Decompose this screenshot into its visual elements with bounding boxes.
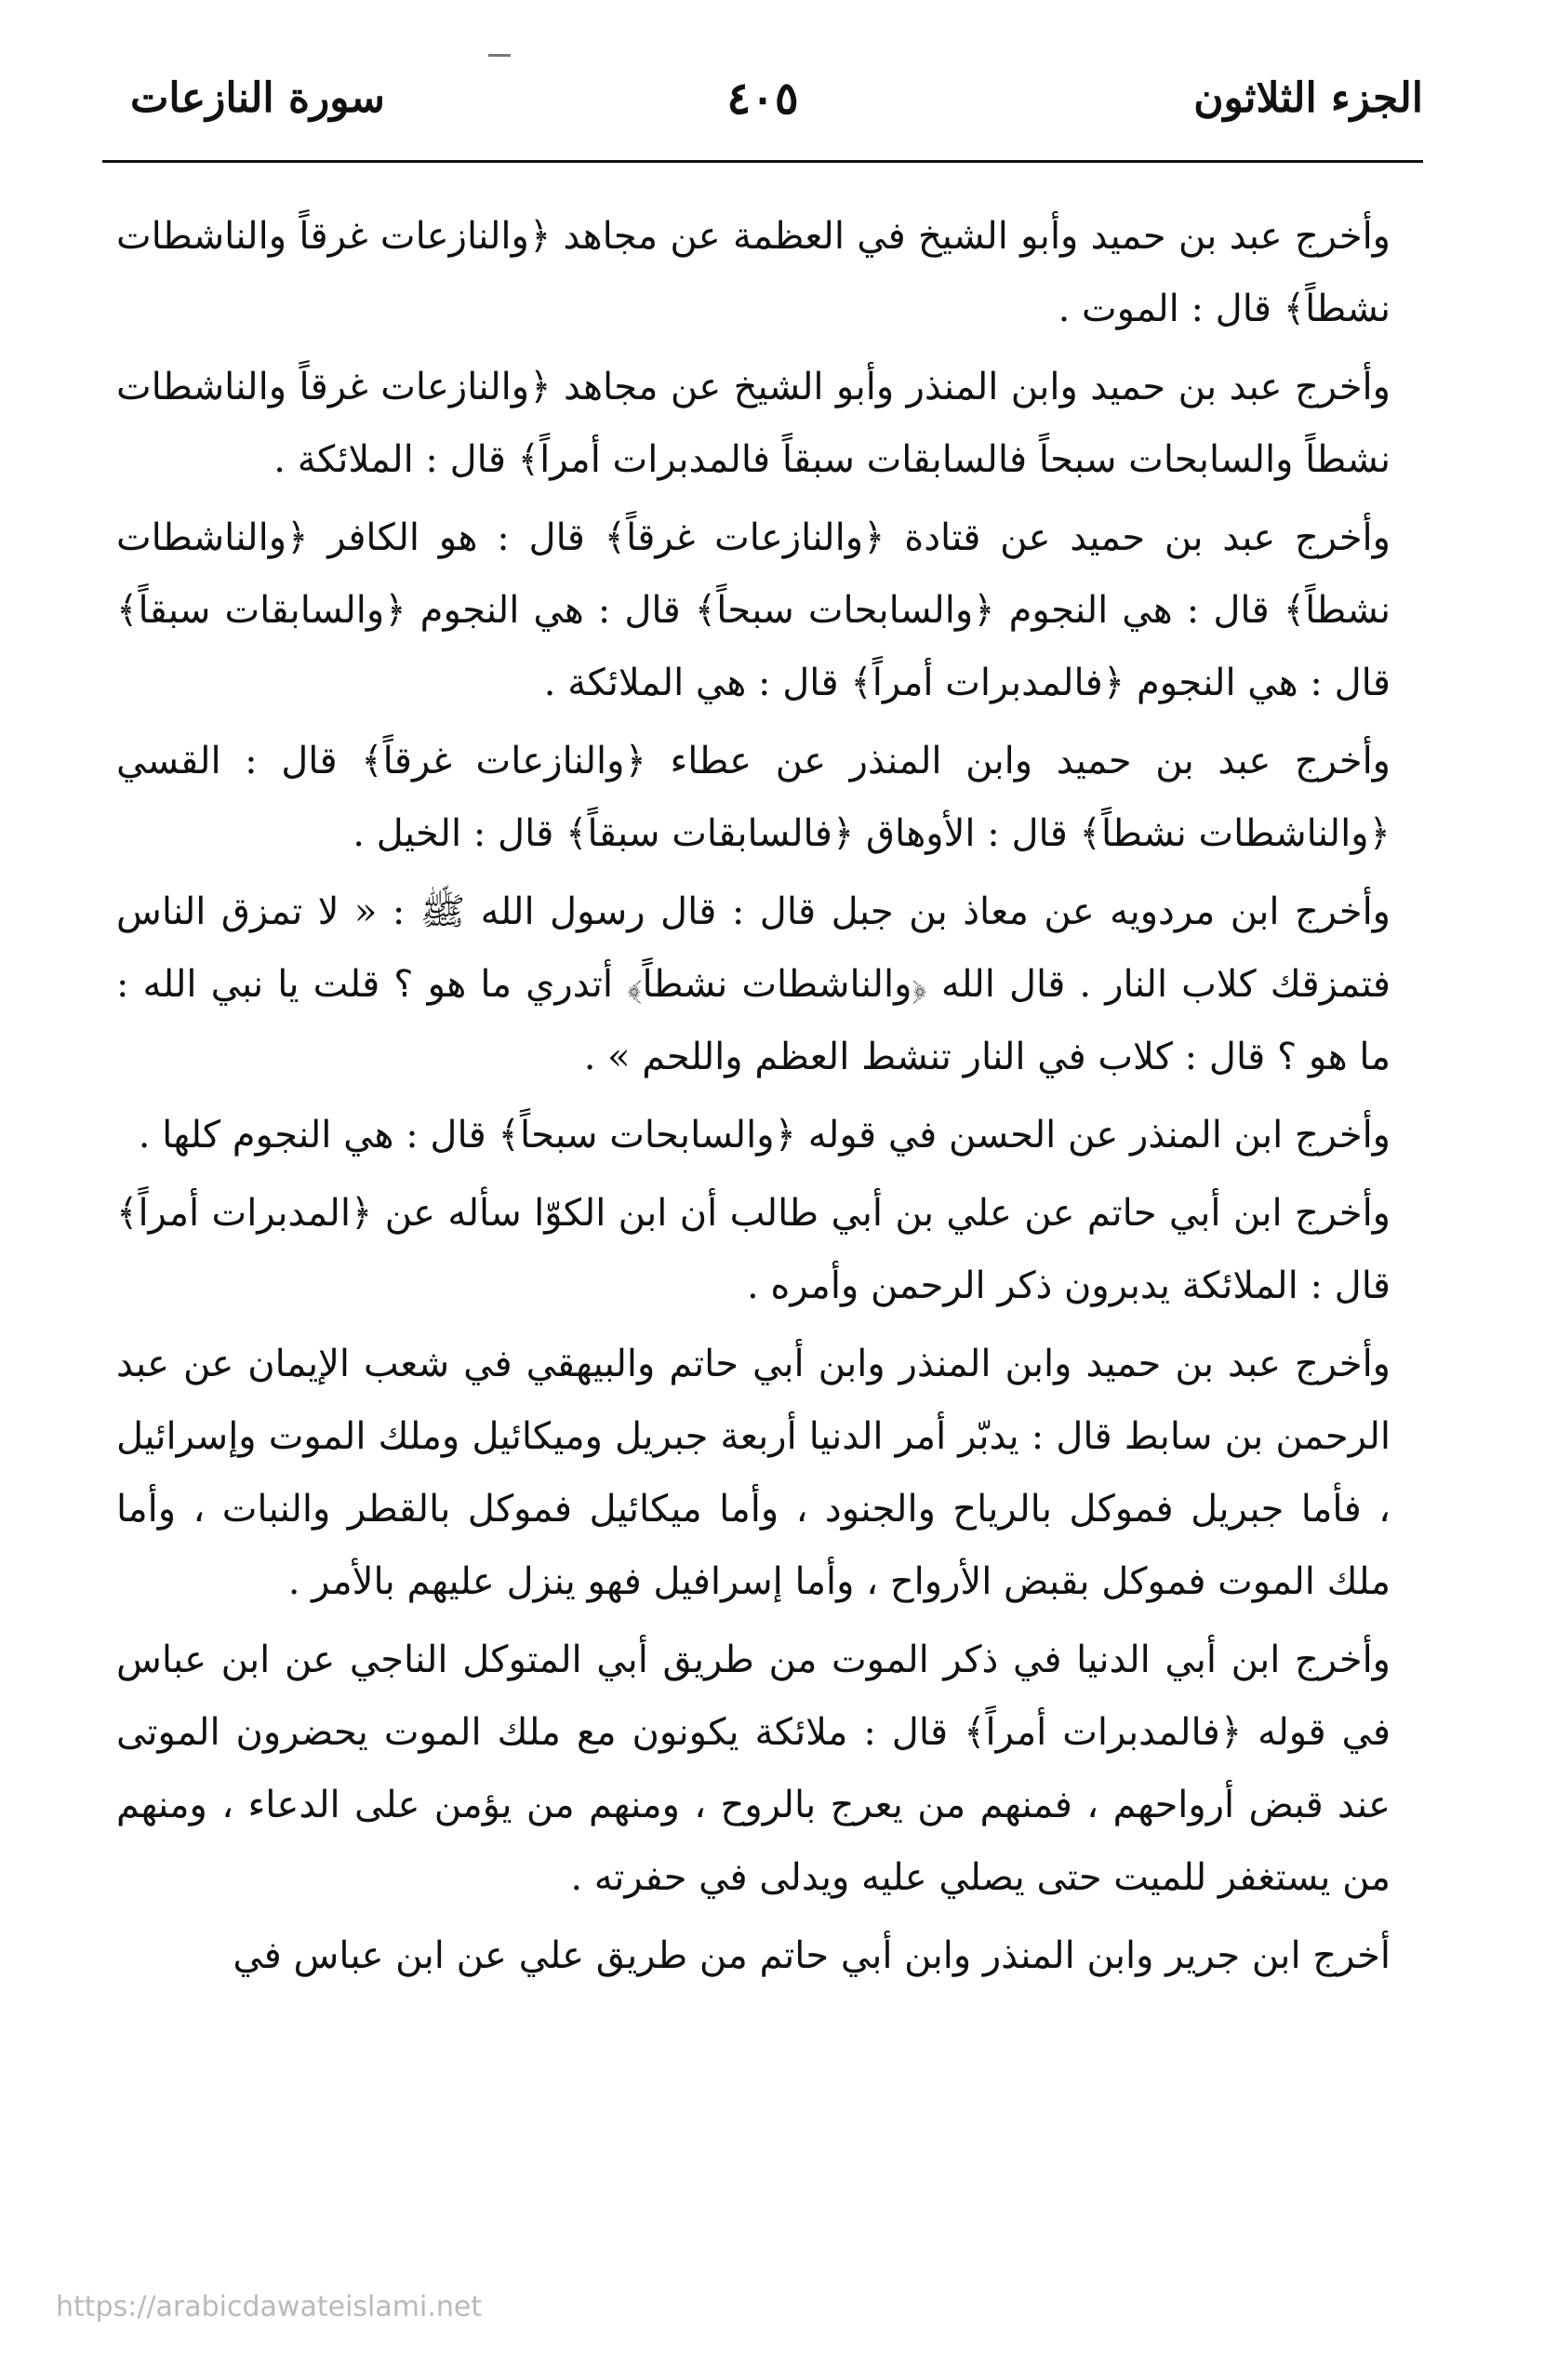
paragraph-5: وأخرج ابن مردويه عن معاذ بن جبل قال : قال رسول الله ﷺ : « لا تمزق الناس فتمزقك كلاب النار . قال الله ﴿والناشطات نشطاً﴾ أتدري ما هو ؟ قلت يا نبي الله : ما هو ؟ قال : كلاب في النار تنشط العظم واللحم » . — [116, 890, 1391, 1078]
paragraph-7: وأخرج ابن أبي حاتم عن علي بن أبي طالب أن ابن الكوّا سأله عن ﴿المدبرات أمراً﴾ قال : الملائكة يدبرون ذكر الرحمن وأمره . — [116, 1192, 1391, 1307]
paragraph-4: وأخرج عبد بن حميد وابن المنذر عن عطاء ﴿والنازعات غرقاً﴾ قال : القسي ﴿والناشطات نشطاً﴾ قال : الأوهاق ﴿فالسابقات سبقاً﴾ قال : الخيل . — [116, 740, 1391, 855]
paragraph-9: وأخرج ابن أبي الدنيا في ذكر الموت من طريق أبي المتوكل الناجي عن ابن عباس في قوله ﴿فالمدبرات أمراً﴾ قال : ملائكة يكونون مع ملك الموت يحضرون الموتى عند قبض أرواحهم ، فمنهم من يعرج بالروح ، ومنهم من يؤمن على الدعاء ، ومنهم من يستغفر للميت حتى يصلي عليه ويدلى في حفرته . — [116, 1638, 1391, 1899]
watermark-url[interactable]: https://arabicdawateislami.net — [56, 2291, 483, 2323]
header-divider — [102, 160, 1423, 163]
page-number: ٤٠٥ — [726, 73, 799, 125]
paragraph-2: وأخرج عبد بن حميد وابن المنذر وأبو الشيخ عن مجاهد ﴿والنازعات غرقاً والناشطات نشطاً والسابحات سبحاً فالسابقات سبقاً فالمدبرات أمراً﴾ قال : الملائكة . — [116, 366, 1391, 481]
paragraph-10: أخرج ابن جرير وابن المنذر وابن أبي حاتم من طريق علي عن ابن عباس في — [233, 1934, 1391, 1977]
paragraph-8: وأخرج عبد بن حميد وابن المنذر وابن أبي حاتم والبيهقي في شعب الإيمان عن عبد الرحمن بن سابط قال : يدبّر أمر الدنيا أربعة جبريل وميكائيل وملك الموت وإسرائيل ، فأما جبريل فموكل بالرياح والجنود ، وأما ميكائيل فموكل بالقطر والنبات ، وأما ملك الموت فموكل بقبض الأرواح ، وأما إسرافيل فهو ينزل عليهم بالأمر . — [116, 1343, 1391, 1603]
paragraph-3: وأخرج عبد بن حميد عن قتادة ﴿والنازعات غرقاً﴾ قال : هو الكافر ﴿والناشطات نشطاً﴾ قال : هي النجوم ﴿والسابحات سبحاً﴾ قال : هي النجوم ﴿والسابقات سبقاً﴾ قال : هي النجوم ﴿فالمدبرات أمراً﴾ قال : هي الملائكة . — [116, 516, 1391, 704]
page-header — [102, 65, 1423, 149]
juz-title: الجزء الثلاثون — [1193, 74, 1423, 122]
paragraph-1: وأخرج عبد بن حميد وأبو الشيخ في العظمة عن مجاهد ﴿والنازعات غرقاً والناشطات نشطاً﴾ قال : الموت . — [116, 215, 1391, 330]
scan-mark — [488, 54, 511, 57]
page-body — [116, 200, 1391, 1998]
surah-title: سورة النازعات — [130, 74, 385, 122]
paragraph-6: وأخرج ابن المنذر عن الحسن في قوله ﴿والسابحات سبحاً﴾ قال : هي النجوم كلها . — [138, 1114, 1391, 1157]
